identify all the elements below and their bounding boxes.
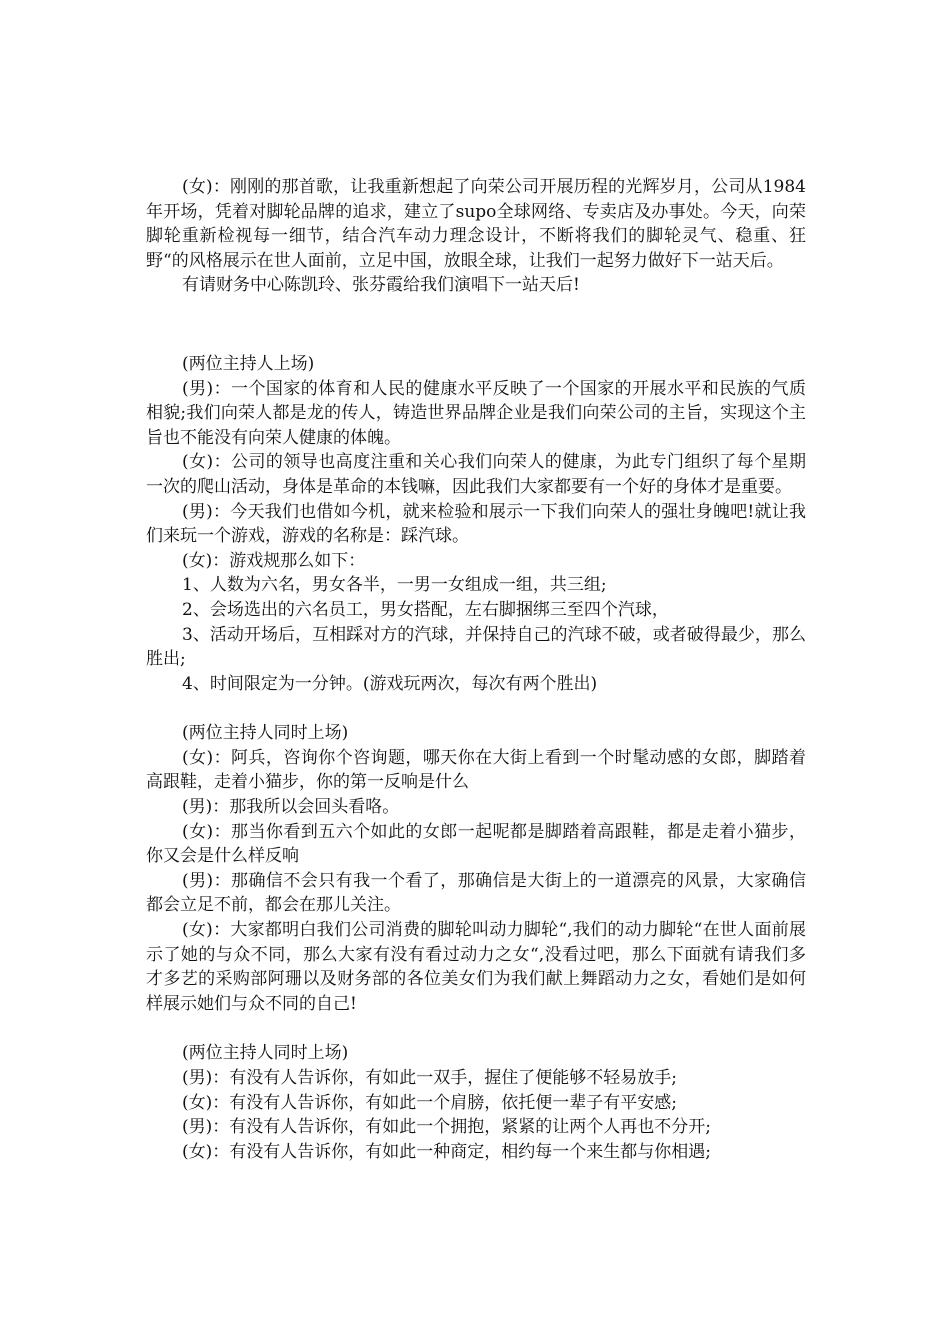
- paragraph: (女)：游戏规那么如下：: [182, 550, 366, 571]
- list-item: 3、活动开场后，互相踩对方的汽球，并保持自己的汽球不破，或者破得最少，那么胜出;: [146, 624, 806, 670]
- stage-direction: (两位主持人上场): [182, 353, 315, 374]
- list-item: 4、时间限定为一分钟。(游戏玩两次，每次有两个胜出): [182, 673, 598, 694]
- paragraph: 有请财务中心陈凯玲、张芬霞给我们演唱下一站天后!: [182, 275, 580, 296]
- paragraph-spacer: [146, 1016, 806, 1041]
- paragraph: (男)：有没有人告诉你，有如此一双手，握住了便能够不轻易放手;: [182, 1068, 677, 1088]
- list-item: 2、会场选出的六名员工，男女搭配，左右脚捆绑三至四个汽球，: [182, 599, 669, 620]
- paragraph: (男)：那我所以会回头看咯。: [182, 797, 400, 818]
- paragraph: (女)：刚刚的那首歌，让我重新想起了向荣公司开展历程的光辉岁月，公司从1984年开场，凭着对脚轮品牌的追求，建立了supo全球网络、专卖店及办事处。今天，向荣脚轮重新检视每一细节，结合汽车动力理念设计，不断将我们的脚轮灵气、稳重、狂野“的风格展示在世人面前，立足中国，放眼全球，让我们一起努力做好下一站天后。: [146, 177, 806, 271]
- paragraph: (男)：今天我们也借如今机，就来检验和展示一下我们向荣人的强壮身魄吧!就让我们来玩一个游戏，游戏的名称是：踩汽球。: [146, 501, 806, 547]
- paragraph: (女)：有没有人告诉你，有如此一种商定，相约每一个来生都与你相遇;: [182, 1141, 711, 1162]
- paragraph: (女)：有没有人告诉你，有如此一个肩膀，依托便一辈子有平安感;: [182, 1092, 677, 1113]
- paragraph-spacer: [146, 298, 806, 352]
- paragraph-spacer: [146, 696, 806, 721]
- paragraph: (男)：一个国家的体育和人民的健康水平反映了一个国家的开展水平和民族的气质相貌;我们向荣人都是龙的传人，铸造世界品牌企业是我们向荣公司的主旨，实现这个主旨也不能没有向荣人健康的体魄。: [146, 378, 806, 448]
- stage-direction: (两位主持人同时上场): [182, 1043, 349, 1064]
- list-item: 1、人数为六名，男女各半，一男一女组成一组，共三组;: [182, 575, 607, 596]
- paragraph: (女)：公司的领导也高度注重和关心我们向荣人的健康，为此专门组织了每个星期一次的爬山活动，身体是革命的本钱嘛，因此我们大家都要有一个好的身体才是重要。: [146, 452, 806, 497]
- paragraph: (女)：阿兵，咨询你个咨询题，哪天你在大街上看到一个时髦动感的女郎，脚踏着高跟鞋，走着小猫步，你的第一反响是什么: [146, 747, 806, 793]
- stage-direction: (两位主持人同时上场): [182, 723, 349, 744]
- paragraph: (男)：有没有人告诉你，有如此一个拥抱，紧紧的让两个人再也不分开;: [182, 1117, 711, 1138]
- paragraph: (女)：那当你看到五六个如此的女郎一起呢都是脚踏着高跟鞋，都是走着小猫步，你又会是什么样反响: [146, 821, 806, 867]
- paragraph: (女)：大家都明白我们公司消费的脚轮叫动力脚轮“,我们的动力脚轮“在世人面前展示了她的与众不同，那么大家有没有看过动力之女“,没看过吧，那么下面就有请我们多才多艺的采购部阿珊以及财务部的各位美女们为我们献上舞蹈动力之女，看她们是如何样展示她们与众不同的自己!: [146, 920, 806, 1014]
- paragraph: (男)：那确信不会只有我一个看了，那确信是大街上的一道漂亮的风景，大家确信都会立足不前，都会在那儿关注。: [146, 870, 806, 916]
- document-body: [146, 175, 806, 1164]
